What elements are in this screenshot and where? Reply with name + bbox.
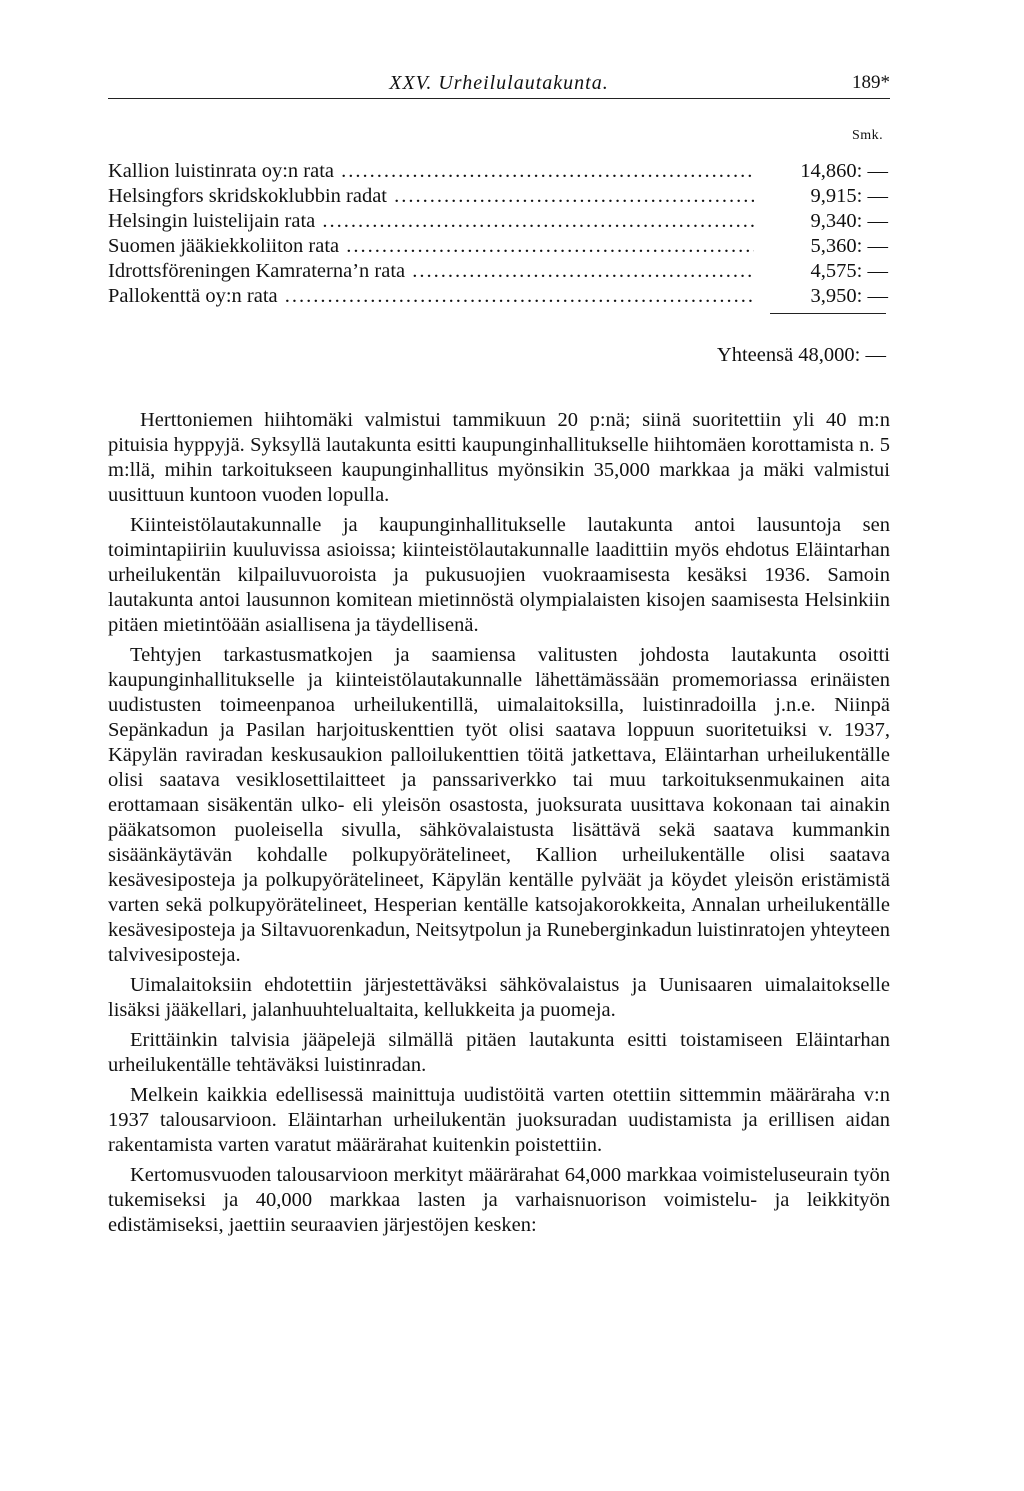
table-row xyxy=(108,210,890,235)
paragraph: Herttoniemen hiihtomäki valmistui tammikuun 20 p:nä; siinä suoritettiin yli 40 m:n pituisia hyppyjä. Syksyllä lautakunta esitti kaupunginhallitukselle hiihtomäen korottamista n. 5 m:llä, mihin tarkoitukseen kaupunginhallitus myönsikin 35,000 markkaa ja mäki valmistui uusittuun kuntoon vuoden lopulla. xyxy=(108,409,890,506)
sum-divider xyxy=(108,313,890,314)
row-value: 3,950: — xyxy=(754,285,888,308)
currency-label: Smk. xyxy=(852,128,884,143)
table-row xyxy=(108,260,890,285)
page-number: 189* xyxy=(852,72,890,93)
row-name: Helsingin luistelijain rata ..... xyxy=(108,210,758,233)
rink-expense-table xyxy=(108,160,890,310)
row-name: Idrottsföreningen Kamraterna’n rata ..... xyxy=(108,260,758,283)
row-value: 9,915: — xyxy=(754,185,888,208)
paragraph: Kiinteistölautakunnalle ja kaupunginhallitukselle lautakunta antoi lausuntoja sen toimintapiiriin kuuluvissa asioissa; kiinteistölautakunnalle laadittiin myös ehdotus Eläintarhan urheilukentän kilpailuvuoroista ja pukusuojien vuokraamisesta kesäksi 1936. Samoin lautakunta antoi lausunnon komitean mietinnöstä olympialaisten kisojen saamisesta Helsinkiin pitäen mietintöään asiallisena ja täydellisenä. xyxy=(108,514,890,636)
row-value: 5,360: — xyxy=(754,235,888,258)
body-text xyxy=(108,408,890,1243)
paragraph: Melkein kaikkia edellisessä mainittuja uudistöitä varten otettiin sittemmin määräraha v:n 1937 talousarvioon. Eläintarhan urheilukentän juoksuradan uudistamista ja erillisen aidan rakentamista varten varatut määrärahat kuitenkin poistettiin. xyxy=(108,1084,890,1156)
paragraph: Uimalaitoksiin ehdotettiin järjestettäväksi sähkövalaistus ja Uunisaaren uimalaitokselle lisäksi jääkellari, jalanhuuhtelualtaita, kellukkeita ja puomeja. xyxy=(108,974,890,1021)
table-row xyxy=(108,285,890,310)
paragraph: Tehtyjen tarkastusmatkojen ja saamiensa valitusten johdosta lautakunta osoitti kaupunginhallitukselle ja kiinteistölautakunnalle lähettämässään promemoriassa erinäisten uudistusten toimeenpanoa urheilukentillä, uimalaitoksilla, luistinradoilla j.n.e. Niinpä Sepänkadun ja Pasilan harjoituskenttien työt olisi saatava loppuun suoritetuiksi v. 1937, Käpylän raviradan keskusaukion palloilukenttien töitä jatkettava, Eläintarhan urheilukentälle olisi saatava vesiklosettilaitteet ja panssariverkko tai muu tarkoituksenmukainen aita erottamaan sisäkentän ulko- eli yleisön osastosta, juoksurata uusittava kokonaan tai ainakin pääkatsomon puoleisella sivulla, sähkövalaistusta lisättävä sekä saatava kummankin sisäänkäytävän kohdalle polkupyörätelineet, Kallion urheilukentälle olisi saatava kesävesiposteja ja polkupyörätelineet, Käpylän kentälle pylväät ja köydet yleisön eristämistä varten sekä polkupyörätelineet, Hesperian kentälle katsojakorokkeita, Annalan urheilukentälle kesävesiposteja ja Siltavuorenkadun, Neitsytpolun ja Runeberginkadun luistinratojen yhteyteen talvivesiposteja. xyxy=(108,644,890,966)
row-name: Pallokenttä oy:n rata ..... xyxy=(108,285,758,308)
table-row xyxy=(108,160,890,185)
chapter-title: XXV. Urheilulautakunta. xyxy=(389,72,609,94)
row-value: 9,340: — xyxy=(754,210,888,233)
row-name: Suomen jääkiekkoliiton rata ..... xyxy=(108,235,758,258)
total-label: Yhteensä xyxy=(716,344,794,366)
table-row xyxy=(108,235,890,260)
table-row xyxy=(108,185,890,210)
total-value: 48,000: — xyxy=(798,344,886,366)
row-value: 4,575: — xyxy=(754,260,888,283)
row-value: 14,860: — xyxy=(754,160,888,183)
table-total xyxy=(108,344,886,367)
row-name: Kallion luistinrata oy:n rata ..... xyxy=(108,160,758,183)
running-header xyxy=(108,70,890,99)
paragraph: Erittäinkin talvisia jääpelejä silmällä pitäen lautakunta esitti toistamiseen Eläintarhan urheilukentälle tehtäväksi luistinradan. xyxy=(108,1029,890,1076)
paragraph: Kertomusvuoden talousarvioon merkityt määrärahat 64,000 markkaa voimisteluseurain työn tukemiseksi ja 40,000 markkaa lasten ja varhaisnuorison voimistelu- ja leikkityön edistämiseksi, jaettiin seuraavien järjestöjen kesken: xyxy=(108,1164,890,1236)
row-name: Helsingfors skridskoklubbin radat ..... xyxy=(108,185,758,208)
